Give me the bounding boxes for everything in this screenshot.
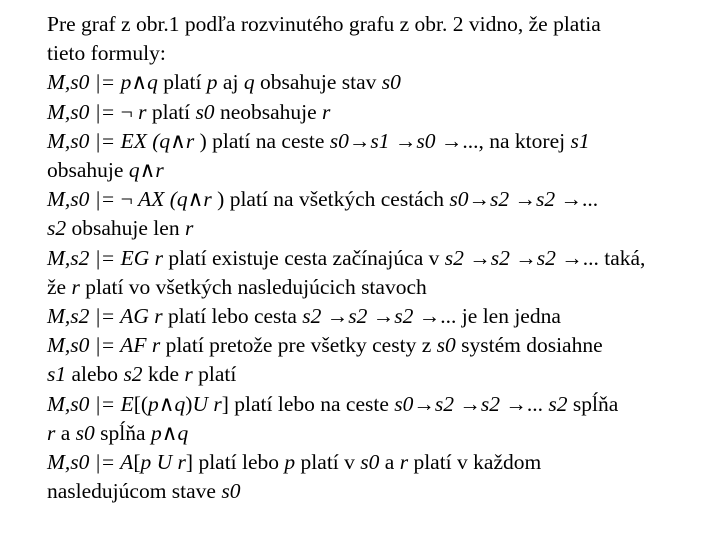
text-run: [(	[133, 391, 149, 416]
text-line	[47, 214, 715, 243]
text-run: r	[71, 274, 80, 299]
text-run: s2	[434, 391, 460, 416]
text-run: ∧	[158, 391, 175, 416]
text-run: →	[468, 187, 491, 212]
text-run: ] platí lebo	[185, 450, 285, 475]
text-run: že	[47, 274, 72, 299]
text-run: s0	[436, 333, 456, 358]
text-run: s2	[536, 187, 561, 212]
text-run: s2	[123, 362, 143, 387]
text-run: r	[155, 158, 164, 183]
text-run: ¬	[120, 99, 139, 124]
text-run: →	[394, 128, 417, 153]
text-run: s2	[302, 304, 327, 329]
text-run: s0	[221, 479, 241, 504]
text-run: r	[322, 99, 331, 124]
text-line	[47, 156, 715, 185]
text-run: [	[133, 450, 141, 475]
text-run: spĺňa	[567, 391, 619, 416]
text-run: s2	[536, 245, 562, 270]
text-line	[47, 390, 715, 419]
text-run: →	[372, 304, 395, 329]
text-line	[47, 10, 715, 39]
text-run: platí lebo cesta	[162, 304, 303, 329]
text-run: ] platí lebo na ceste	[221, 391, 395, 416]
text-run: q	[147, 70, 158, 95]
document-body	[47, 10, 715, 506]
text-run: s2	[548, 391, 568, 416]
text-run: Pre graf z obr.1 podľa rozvinutého grafu z obr. 2 vidno, že platia	[47, 12, 601, 36]
text-run: U r	[192, 391, 222, 416]
text-run: spĺňa	[94, 420, 151, 445]
text-run: platí pretože pre všetky cesty z	[160, 333, 437, 358]
text-run: p	[206, 70, 218, 95]
text-run: kde	[142, 362, 185, 387]
text-run: ∧	[187, 187, 204, 212]
text-run: r	[184, 362, 193, 387]
text-run: platí vo všetkých nasledujúcich stavoch	[79, 274, 427, 299]
text-line	[47, 302, 715, 331]
text-run: →	[348, 128, 371, 153]
text-line	[47, 127, 715, 156]
text-run: platí v	[295, 450, 361, 475]
text-run: ) platí na všetkých cestách	[211, 187, 450, 212]
text-run: ∧	[170, 128, 186, 153]
text-run: s0	[360, 450, 380, 475]
text-line	[47, 39, 715, 68]
text-run: ¬	[120, 187, 139, 212]
text-run: p	[148, 391, 159, 416]
text-run: →	[469, 245, 491, 270]
text-run: neobsahuje	[214, 99, 323, 124]
text-run: M,s0 |=	[47, 99, 121, 124]
text-run: M,s2 |= EG r	[47, 245, 163, 270]
text-run: M,s0 |= EX (	[47, 128, 160, 153]
text-run: ) platí na ceste	[194, 128, 330, 153]
text-run: →...	[560, 187, 599, 212]
text-run: AX (	[138, 187, 177, 212]
text-run: r	[47, 420, 56, 445]
text-run: q	[174, 391, 186, 416]
text-run: q	[159, 128, 171, 153]
text-run: alebo	[66, 362, 124, 387]
text-run: M,s0 |= E	[47, 391, 134, 416]
text-run: →	[514, 187, 537, 212]
text-run: a	[379, 450, 400, 475]
text-run: s2	[480, 391, 506, 416]
text-run: obsahuje len	[66, 216, 185, 241]
text-run: obsahuje	[47, 158, 129, 183]
text-run: s1	[370, 128, 395, 153]
text-run: s1	[47, 362, 67, 387]
text-run: s0	[195, 99, 215, 124]
text-run: platí	[192, 362, 237, 387]
text-run: M,s0 |= A	[47, 450, 134, 475]
text-run: r	[399, 450, 409, 475]
text-run: nasledujúcom stave	[47, 479, 222, 504]
text-run: ∧	[131, 70, 148, 95]
text-run: s0	[75, 420, 95, 445]
text-run: M,s0 |= p	[47, 70, 132, 95]
text-run: r	[203, 187, 212, 212]
text-run: s2	[490, 187, 515, 212]
text-run: p	[150, 420, 162, 445]
text-run: aj	[217, 70, 244, 95]
text-run: systém dosiahne	[455, 333, 603, 358]
text-run: a	[55, 420, 76, 445]
text-run: s0	[329, 128, 349, 153]
text-run: q	[128, 158, 140, 183]
text-line	[47, 273, 715, 302]
text-run: →	[326, 304, 349, 329]
text-run: platí	[157, 70, 207, 95]
text-run: platí	[146, 99, 196, 124]
text-line	[47, 68, 715, 97]
text-run: r	[138, 99, 147, 124]
text-run: →..., na ktorej	[440, 128, 571, 153]
text-line	[47, 419, 715, 448]
text-run: s0	[416, 128, 441, 153]
text-line	[47, 448, 715, 477]
text-line	[47, 477, 715, 506]
text-run: r	[184, 216, 194, 241]
text-run: M,s0 |=	[47, 187, 121, 212]
text-line	[47, 98, 715, 127]
text-run: ∧	[161, 420, 178, 445]
text-run: s2	[394, 304, 419, 329]
text-line	[47, 360, 715, 389]
text-run: p U r	[140, 450, 186, 475]
text-run: s0	[381, 70, 401, 95]
text-run: s2	[47, 216, 67, 241]
text-run: q	[177, 420, 189, 445]
text-run: s2	[444, 245, 470, 270]
text-line	[47, 331, 715, 360]
text-run: )	[185, 391, 193, 416]
text-run: →...	[505, 391, 549, 416]
text-run: q	[243, 70, 255, 95]
text-run: →	[459, 391, 481, 416]
text-run: platí v každom	[408, 450, 542, 475]
text-line	[47, 244, 715, 273]
text-run: ∧	[139, 158, 156, 183]
text-run: →	[515, 245, 537, 270]
text-run: s2	[348, 304, 373, 329]
text-run: tieto formuly:	[47, 41, 166, 66]
text-run: s0	[449, 187, 469, 212]
text-run: M,s2 |= AG r	[47, 304, 163, 329]
text-run: r	[185, 128, 195, 153]
text-run: →... je len jedna	[418, 304, 561, 329]
text-run: s0	[394, 391, 414, 416]
text-line	[47, 185, 715, 214]
text-run: M,s0 |= AF r	[47, 333, 161, 358]
text-run: q	[176, 187, 188, 212]
text-run: s2	[490, 245, 516, 270]
text-run: →	[413, 391, 435, 416]
text-run: p	[284, 450, 296, 475]
text-run: platí existuje cesta začínajúca v	[162, 245, 445, 270]
text-run: →... taká,	[561, 245, 646, 270]
text-run: obsahuje stav	[254, 70, 382, 95]
text-run: s1	[570, 128, 590, 153]
